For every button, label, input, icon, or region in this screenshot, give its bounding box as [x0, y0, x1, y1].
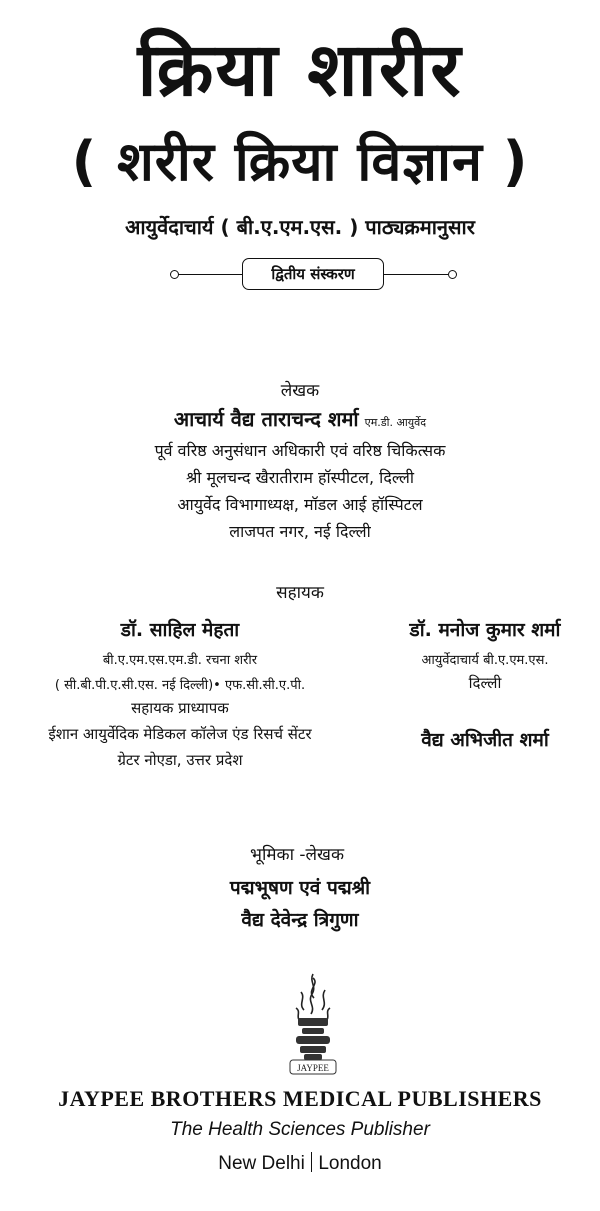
publisher-logo-icon [276, 968, 350, 1080]
assistant-left-line: ग्रेटर नोएडा, उत्तर प्रदेश [117, 751, 243, 769]
foreword-name: वैद्य देवेन्द्र त्रिगुणा [241, 909, 359, 931]
foreword-award: पद्मभूषण एवं पद्मश्री [229, 877, 371, 899]
assistant-left-degree: बी.ए.एम.एस.एम.डी. रचना शरीर [102, 653, 258, 668]
assistants-label: सहायक [276, 583, 324, 603]
city-separator [311, 1152, 313, 1172]
city: London [318, 1153, 382, 1174]
assistant-left-name: डॉ. साहिल मेहता [120, 619, 240, 641]
edition-row [0, 258, 600, 292]
author-degree: एम.डी. आयुर्वेद [364, 416, 427, 429]
assistant-right-degree: आयुर्वेदाचार्य बी.ए.एम.एस. [421, 653, 549, 668]
publisher-tagline: The Health Sciences Publisher [170, 1119, 430, 1140]
publisher-name: JAYPEE BROTHERS MEDICAL PUBLISHERS [58, 1086, 542, 1111]
author-name-row [0, 405, 600, 432]
author-line: पूर्व वरिष्ठ अनुसंधान अधिकारी एवं वरिष्ठ चिकित्सक [154, 441, 446, 460]
city: New Delhi [218, 1153, 305, 1174]
author-name: आचार्य वैद्य ताराचन्द शर्मा [173, 407, 359, 431]
edition-badge: द्वितीय संस्करण [242, 258, 384, 290]
rule-right-line [384, 274, 448, 275]
book-title: क्रिया शारीर [137, 27, 463, 113]
rule-right-dot [448, 270, 457, 279]
author-line: लाजपत नगर, नई दिल्ली [229, 522, 371, 541]
publisher-cities [0, 1150, 600, 1178]
assistant-left-degree2: ( सी.बी.पी.ए.सी.एस. नई दिल्ली)• एफ.सी.सी.ए.पी. [54, 678, 306, 693]
publisher-logo [276, 968, 350, 1080]
assistant-right-name2: वैद्य अभिजीत शर्मा [421, 729, 549, 751]
logo-text: JAYPEE [297, 1063, 329, 1073]
assistant-right-name: डॉ. मनोज कुमार शर्मा [409, 619, 561, 641]
book-subtitle: ( शरीर क्रिया विज्ञान ) [71, 130, 529, 193]
assistant-left-line: ईशान आयुर्वेदिक मेडिकल कॉलेज एंड रिसर्च सेंटर [48, 725, 312, 743]
foreword-label: भूमिका -लेखक [250, 845, 345, 865]
author-line: आयुर्वेद विभागाध्यक्ष, मॉडल आई हॉस्पिटल [177, 495, 423, 514]
author-label: लेखक [280, 381, 320, 401]
rule-left-line [178, 274, 242, 275]
assistant-left-line: सहायक प्राध्यापक [131, 699, 229, 717]
curriculum-line: आयुर्वेदाचार्य ( बी.ए.एम.एस. ) पाठ्यक्रमानुसार [125, 215, 475, 239]
author-line: श्री मूलचन्द खैरातीराम हॉस्पीटल, दिल्ली [185, 468, 415, 487]
assistant-right-place: दिल्ली [468, 674, 502, 692]
